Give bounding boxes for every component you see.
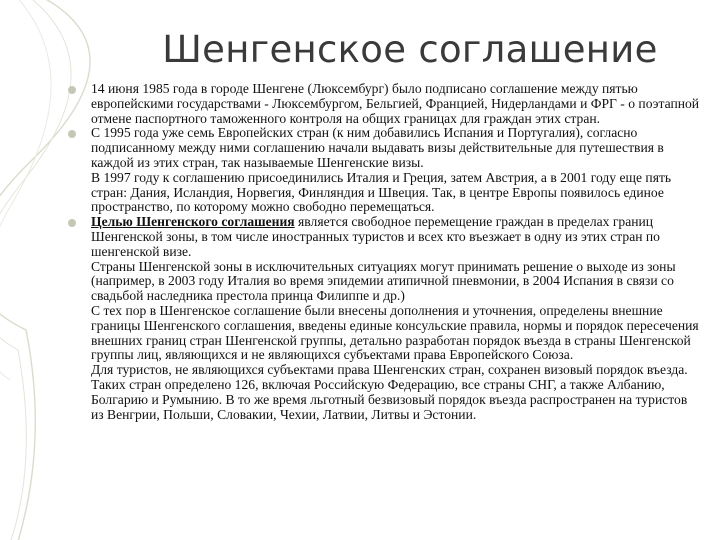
emphasized-phrase: Целью Шенгенского соглашения [91, 214, 295, 230]
lead-text: является свободное перемещение граждан в пределах границ Шенгенской зоны, в том числе иностранных туристов и всех кто въезжает в одну из этих стран по шенгенской визе. [91, 214, 660, 259]
paragraph: С 1995 года уже семь Европейских стран (к ним добавились Испания и Португалия), согласно подписанному между ними соглашению начали выдавать визы действительные для путешествия в каждой из этих стран, так называемые Шенгенские визы. [91, 125, 664, 170]
bullet-list [68, 82, 702, 422]
slide-title: Шенгенское соглашение [162, 28, 658, 71]
paragraph: Для туристов, не являющихся субъектами права Шенгенских стран, сохранен визовый порядок въезда. Таких стран определено 126, включая Российскую Федерацию, все страны СНГ, а также Албанию, Болгарию и Румынию. В то же время льготный безвизовый порядок въезда распространен на туристов из Венгрии, Польши, Словакии, Чехии, Латвии, Литвы и Эстонии. [91, 362, 688, 422]
bullet-item-3 [68, 215, 702, 422]
filled-circle-bullet-icon [68, 86, 76, 94]
paragraph: В 1997 году к соглашению присоединились Италия и Греция, затем Австрия, а в 2001 году еще пять стран: Дания, Исландия, Норвегия, Финляндия и Швеция. Так, в центре Европы появилось единое пространство, по которому можно свободно перемещаться. [91, 169, 672, 215]
paragraph-lead [91, 215, 702, 259]
filled-circle-bullet-icon [68, 219, 76, 227]
bullet-item-2 [68, 126, 702, 215]
bullet-item-1 [68, 82, 702, 126]
paragraph: 14 июня 1985 года в городе Шенгене (Люксембург) было подписано соглашение между пятью европейскими государствами - Люксембургом, Бельгией, Францией, Нидерландами и ФРГ - о поэтапной отмене паспортного таможенного контроля на общих границах для граждан этих стран. [91, 81, 700, 126]
paragraph: С тех пор в Шенгенское соглашение были внесены дополнения и уточнения, определены внешние границы Шенгенского соглашения, введены единые консульские правила, нормы и порядок пересечения внешних границ стран Шенгенской группы, детально разработан порядок въезда в страны Шенгенской группы лиц, являющихся и не являющихся субъектами права Европейского Союза. [91, 302, 699, 363]
filled-circle-bullet-icon [68, 130, 76, 138]
paragraph: Страны Шенгенской зоны в исключительных ситуациях могут принимать решение о выходе из зоны (например, в 2003 году Италия во время эпидемии атипичной пневмонии, в 2004 Испания в связи со свадьбой наследника престола принца Филиппе и др.) [91, 258, 676, 304]
